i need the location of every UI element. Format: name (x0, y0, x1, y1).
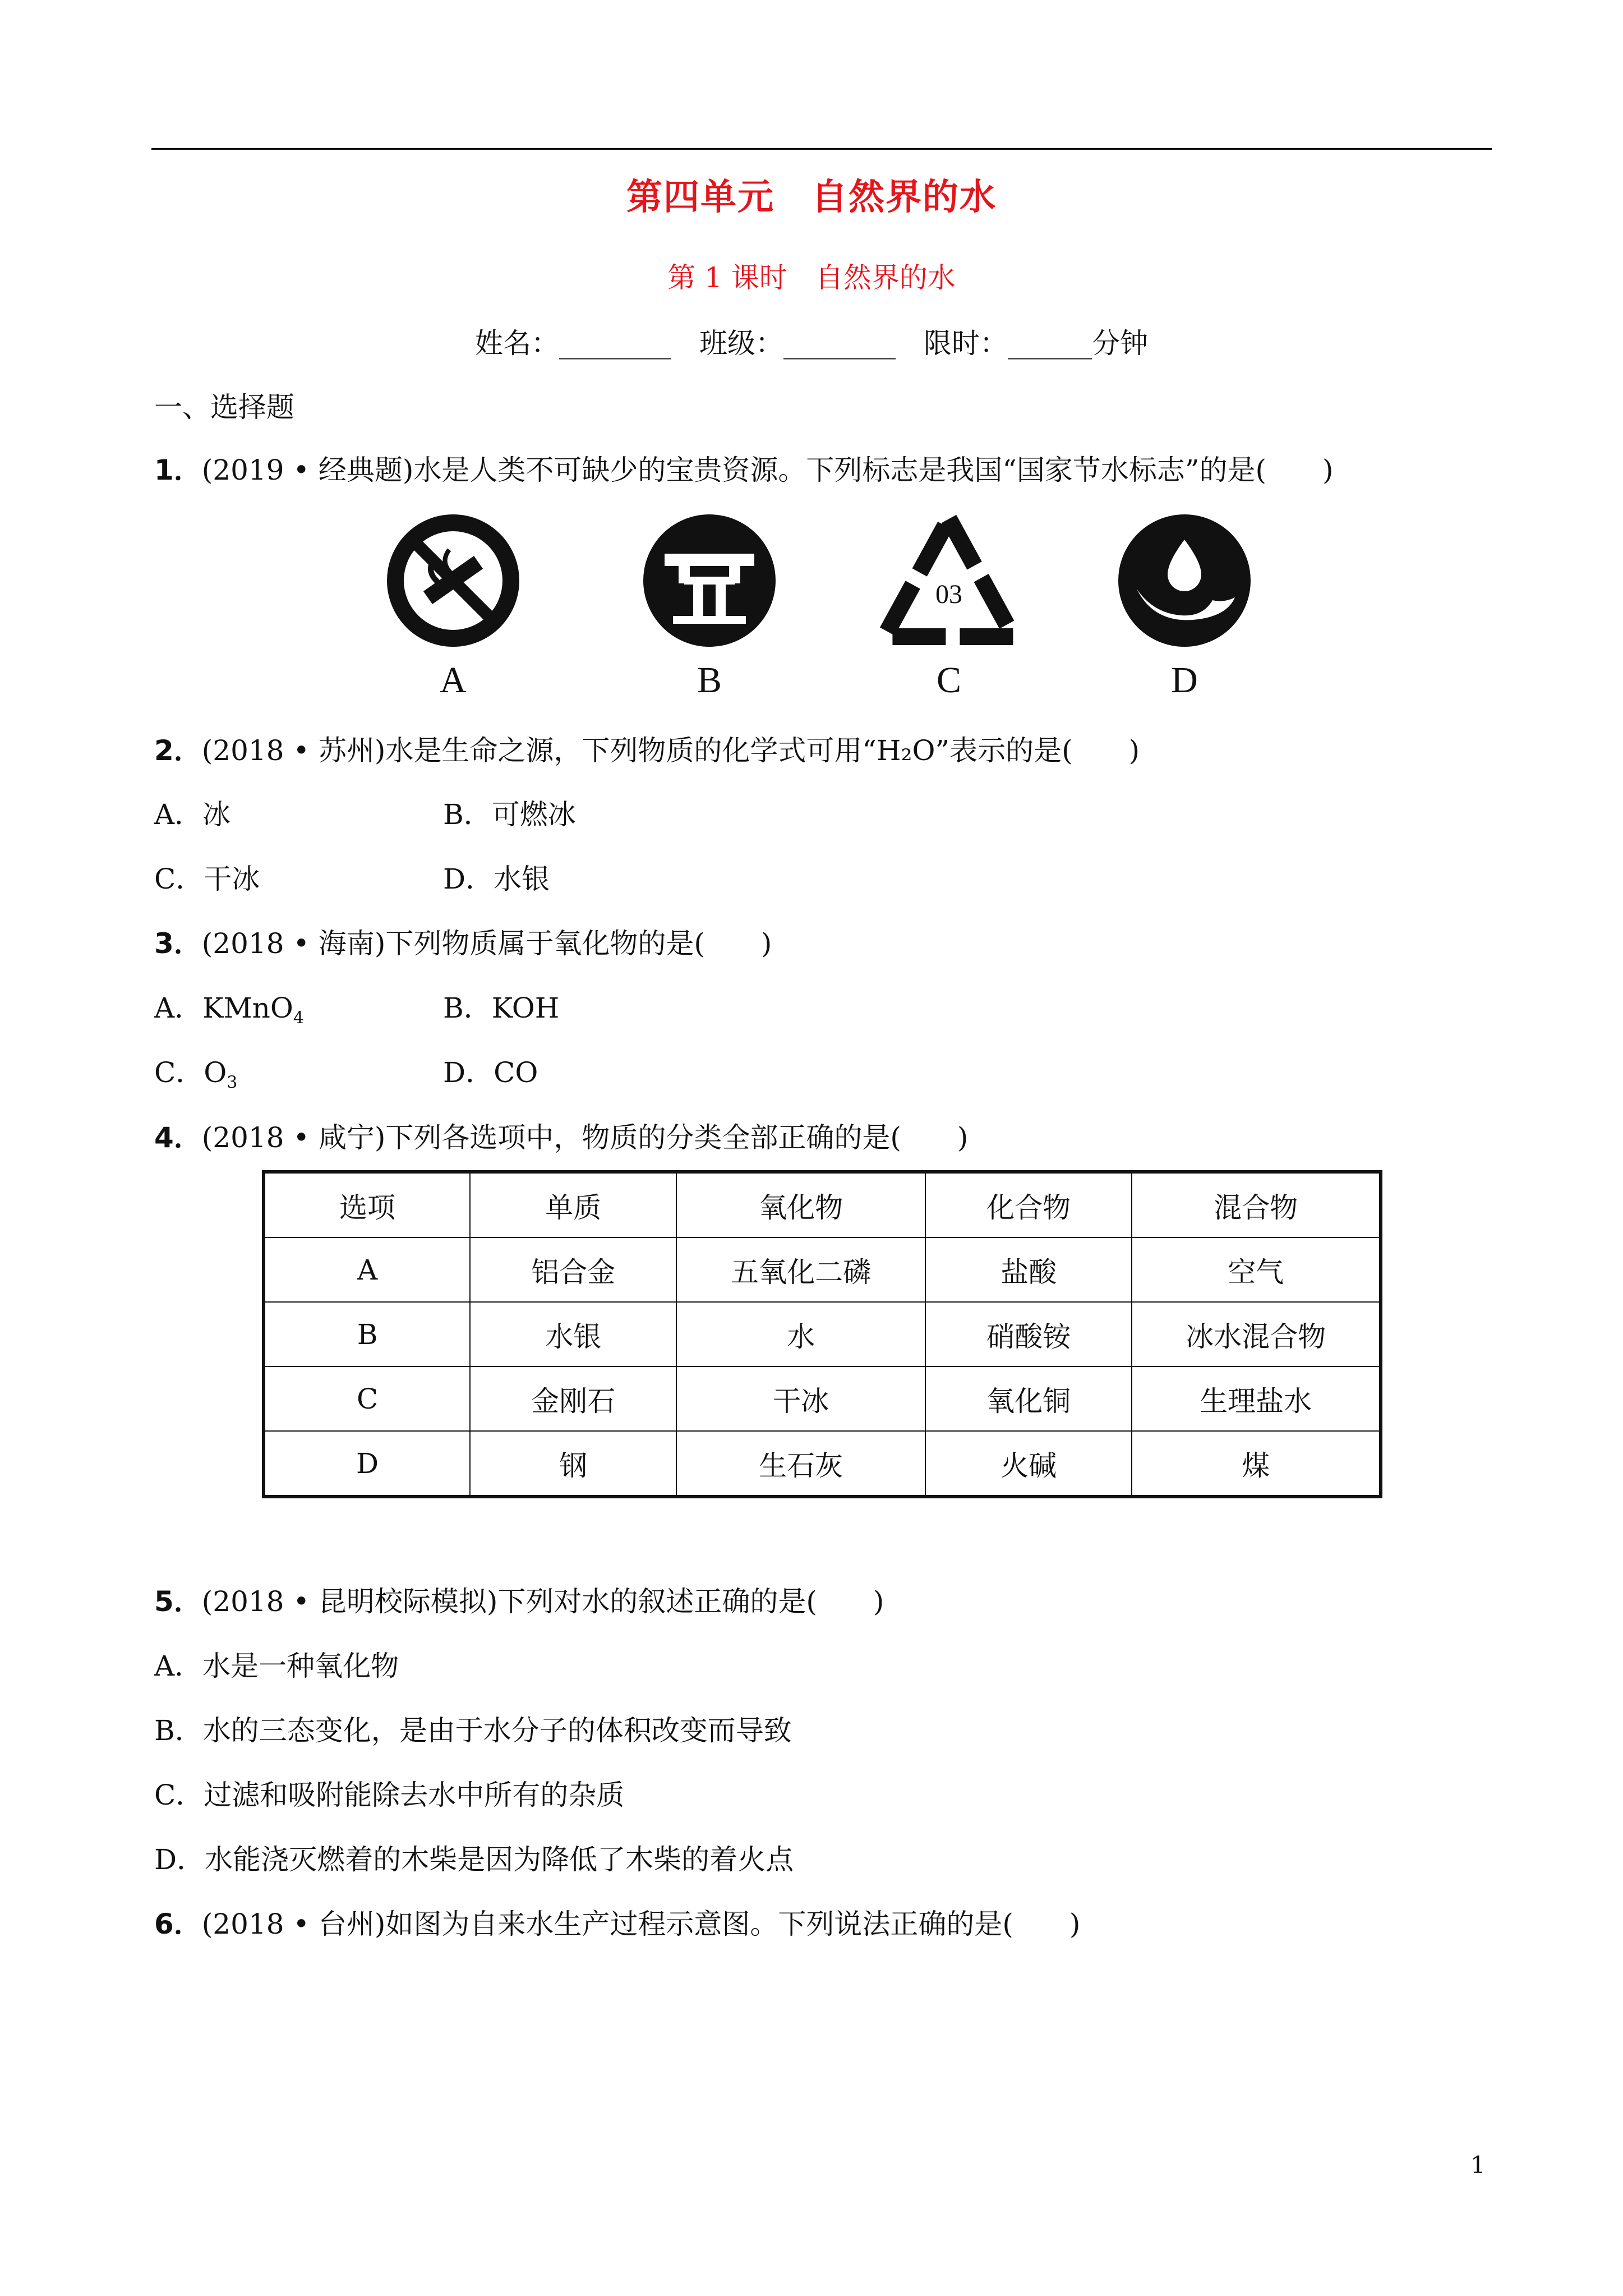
table-cell: 铝合金 (470, 1237, 676, 1302)
table-cell: 火碱 (925, 1431, 1132, 1497)
table-cell: 氧化铜 (925, 1366, 1132, 1431)
table-row (264, 1237, 1381, 1302)
table-row (264, 1431, 1381, 1497)
table-header: 化合物 (925, 1172, 1132, 1237)
table-cell: 钢 (470, 1431, 676, 1497)
table-cell: 五氧化二磷 (676, 1237, 925, 1302)
table-cell: D (264, 1431, 470, 1497)
question-1 (154, 448, 1333, 488)
page-number: 1 (1470, 2151, 1486, 2179)
question-6 (154, 1902, 1080, 1942)
table-header: 混合物 (1132, 1172, 1381, 1237)
table-cell: 水银 (470, 1302, 676, 1366)
option-label-b: B (697, 660, 722, 701)
table-cell: 冰水混合物 (1132, 1302, 1381, 1366)
question-text: (2018 • 咸宁)下列各选项中，物质的分类全部正确的是( ) (201, 1121, 969, 1154)
table-row (264, 1366, 1381, 1431)
question-3 (154, 921, 772, 961)
question-number: 3． (154, 927, 202, 960)
question-number: 5． (154, 1585, 202, 1618)
question-text: (2018 • 海南)下列物质属于氧化物的是( ) (201, 927, 772, 960)
table-header-row (264, 1172, 1381, 1237)
question-number: 1． (154, 454, 202, 486)
table-header: 氧化物 (676, 1172, 925, 1237)
option-label-c: C (936, 660, 962, 701)
question-5 (154, 1579, 884, 1619)
recycle-03-icon (879, 510, 1019, 651)
table-cell: 生石灰 (676, 1431, 925, 1497)
question-number: 6． (154, 1908, 202, 1940)
student-info-line: 姓名：________ 班级：________ 限时：______分钟 (475, 327, 1148, 360)
energy-saving-icon (639, 510, 780, 651)
table-cell: 空气 (1132, 1237, 1381, 1302)
option-a: A．水是一种氧化物 (154, 1650, 399, 1682)
section-heading: 一、选择题 (154, 391, 294, 424)
option-b: B．KOH (443, 992, 560, 1024)
option-label-d: D (1171, 660, 1198, 701)
option-d: D．水银 (443, 863, 550, 895)
option-d: D．水能浇灭燃着的木柴是因为降低了木柴的着火点 (154, 1843, 794, 1876)
question-text: (2019 • 经典题)水是人类不可缺少的宝贵资源。下列标志是我国“国家节水标志”的是( ) (201, 454, 1334, 486)
option-b: B．可燃冰 (443, 798, 576, 831)
table-cell: 硝酸铵 (925, 1302, 1132, 1366)
option-d: D．CO (443, 1056, 538, 1089)
unit-title: 第四单元 自然界的水 (626, 176, 997, 218)
question-4 (154, 1115, 968, 1156)
option-a: A．KMnO$_4$ (154, 992, 304, 1028)
option-b: B．水的三态变化，是由于水分子的体积改变而导致 (154, 1714, 792, 1747)
header-rule (151, 148, 1492, 150)
question-text: (2018 • 台州)如图为自来水生产过程示意图。下列说法正确的是( ) (201, 1908, 1081, 1940)
question-number: 2． (154, 734, 202, 767)
table-header: 选项 (264, 1172, 470, 1237)
option-a: A．冰 (154, 798, 231, 831)
table-cell: 盐酸 (925, 1237, 1132, 1302)
option-c: C．干冰 (154, 863, 260, 895)
question-text: (2018 • 苏州)水是生命之源，下列物质的化学式可用“H₂O”表示的是( ) (201, 734, 1140, 767)
option-c: C．过滤和吸附能除去水中所有的杂质 (154, 1779, 625, 1811)
option-label-a: A (440, 660, 467, 701)
table-cell: 生理盐水 (1132, 1366, 1381, 1431)
no-smoking-icon (383, 510, 523, 651)
table-cell: 金刚石 (470, 1366, 676, 1431)
table-row (264, 1302, 1381, 1366)
option-c: C．$O_3$ (154, 1056, 238, 1093)
question-2 (154, 728, 1140, 769)
table-cell: B (264, 1302, 470, 1366)
question-text: (2018 • 昆明校际模拟)下列对水的叙述正确的是( ) (201, 1585, 884, 1618)
table-cell: 水 (676, 1302, 925, 1366)
water-saving-icon (1114, 510, 1255, 651)
table-header: 单质 (470, 1172, 676, 1237)
recycle-code: 03 (935, 579, 962, 609)
question-number: 4． (154, 1121, 202, 1154)
table-cell: 煤 (1132, 1431, 1381, 1497)
classification-table (262, 1170, 1382, 1498)
lesson-subtitle: 第 1 课时 自然界的水 (667, 261, 956, 294)
table-cell: C (264, 1366, 470, 1431)
table-cell: 干冰 (676, 1366, 925, 1431)
table-cell: A (264, 1237, 470, 1302)
